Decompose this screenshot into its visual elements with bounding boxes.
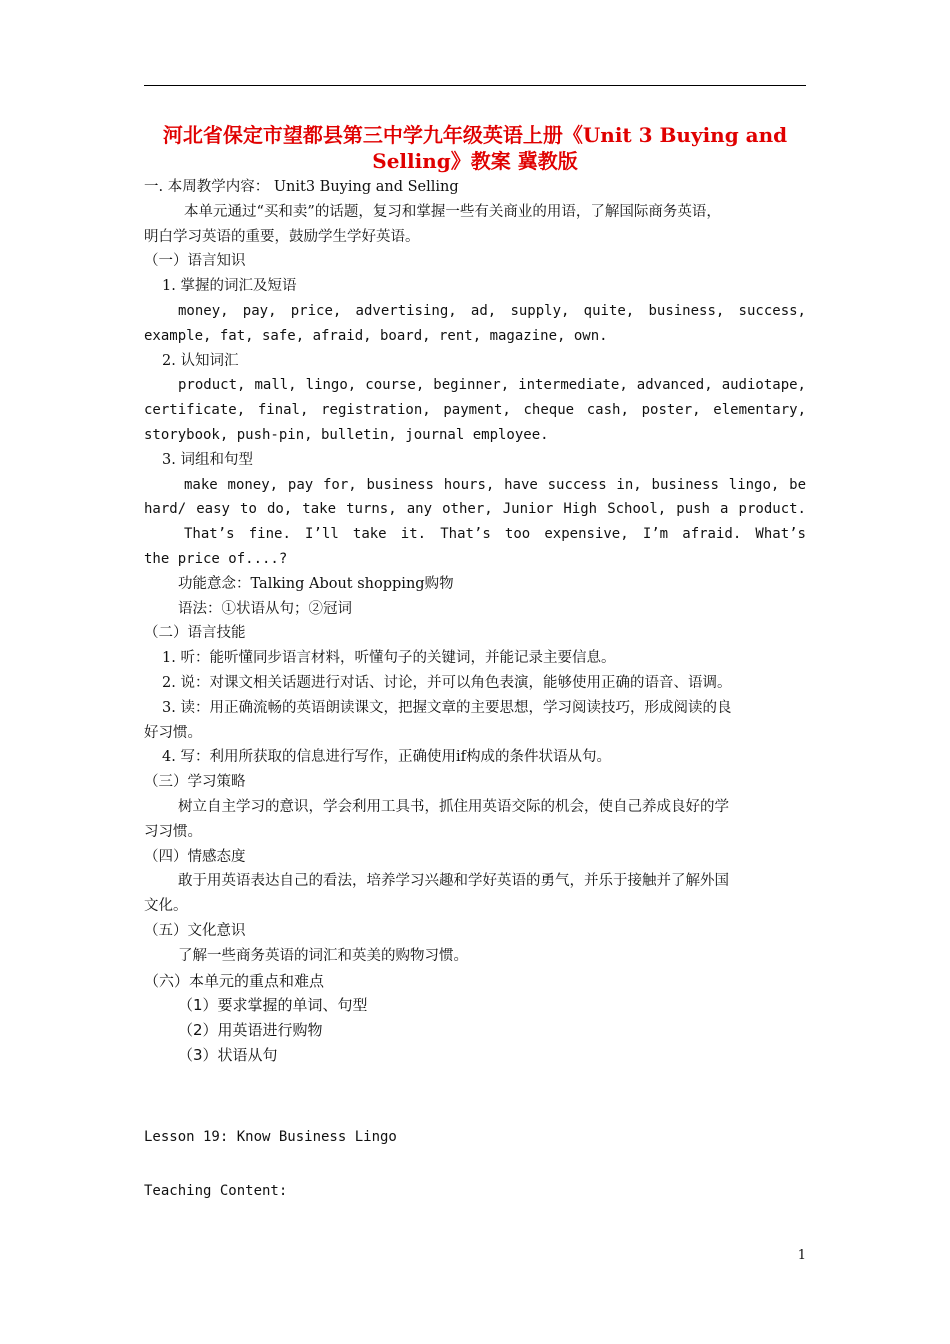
- subsection-heading: （四）情感态度: [144, 848, 246, 865]
- title-line-2: Selling》教案 冀教版: [372, 149, 578, 173]
- vocab-line: product, mall, lingo, course, beginner, intermediate, advanced, audiotape,: [178, 377, 806, 394]
- vocab-line: example, fat, safe, afraid, board, rent, magazine, own.: [144, 327, 608, 344]
- lesson-subheading: Teaching Content:: [144, 1182, 288, 1199]
- paragraph-line: 了解一些商务英语的词汇和英美的购物习惯。: [178, 947, 468, 964]
- phrase-line: make money, pay for, business hours, have success in, business lingo, be: [184, 476, 806, 493]
- vocab-line: storybook, push-pin, bulletin, journal employee.: [144, 426, 549, 443]
- list-item: 4. 写：利用所获取的信息进行写作，正确使用if构成的条件状语从句。: [162, 749, 611, 766]
- list-item: 3. 词组和句型: [162, 451, 253, 468]
- lesson-heading: Lesson 19: Know Business Lingo: [144, 1128, 397, 1145]
- subsection-heading: （五）文化意识: [144, 922, 246, 939]
- sentence-line: That’s fine. I’ll take it. That’s too expensive, I’m afraid. What’s: [184, 526, 806, 543]
- list-item: （1）要求掌握的单词、句型: [178, 996, 368, 1015]
- vocab-line: money, pay, price, advertising, ad, supply, quite, business, success,: [178, 302, 806, 319]
- list-item: （2）用英语进行购物: [178, 1021, 323, 1040]
- paragraph-line: 好习惯。: [144, 724, 202, 741]
- list-item: 2. 认知词汇: [162, 352, 239, 369]
- title-line-1: 河北省保定市望都县第三中学九年级英语上册《Unit 3 Buying and: [162, 123, 788, 147]
- subsection-heading: （三）学习策略: [144, 774, 246, 791]
- document-title: [144, 122, 806, 174]
- sentence-line: the price of....?: [144, 550, 288, 567]
- phrase-line: hard/ easy to do, take turns, any other, Junior High School, push a product.: [144, 501, 806, 518]
- paragraph-line: 树立自主学习的意识，学会利用工具书，抓住用英语交际的机会，使自己养成良好的学: [178, 798, 729, 815]
- list-item: 2. 说：对课文相关话题进行对话、讨论，并可以角色表演，能够使用正确的语音、语调。: [162, 674, 732, 691]
- vocab-line: certificate, final, registration, payment, cheque cash, poster, elementary,: [144, 402, 806, 419]
- grammar-line: 语法：①状语从句；②冠词: [178, 600, 352, 617]
- paragraph-line: 习习惯。: [144, 823, 202, 840]
- list-item: （3）状语从句: [178, 1045, 278, 1064]
- section-heading: 一. 本周教学内容： Unit3 Buying and Selling: [144, 179, 459, 195]
- page-number: 1: [797, 1248, 806, 1263]
- paragraph-line: 明白学习英语的重要，鼓励学生学好英语。: [144, 228, 420, 245]
- paragraph-line: 文化。: [144, 898, 188, 915]
- subsection-heading: （二）语言技能: [144, 625, 246, 642]
- header-rule: [144, 85, 806, 86]
- list-item: 1. 听：能听懂同步语言材料，听懂句子的关键词，并能记录主要信息。: [162, 650, 616, 667]
- paragraph-line: 敢于用英语表达自己的看法，培养学习兴趣和学好英语的勇气，并乐于接触并了解外国: [178, 873, 729, 890]
- paragraph-line: 本单元通过“买和卖”的话题，复习和掌握一些有关商业的用语，了解国际商务英语，: [184, 203, 721, 220]
- list-item: 1. 掌握的词汇及短语: [162, 278, 297, 295]
- subsection-heading: （六）本单元的重点和难点: [144, 971, 325, 990]
- function-line: 功能意念：Talking About shopping购物: [178, 575, 454, 592]
- document-body: [144, 175, 806, 1204]
- list-item: 3. 读：用正确流畅的英语朗读课文，把握文章的主要思想，学习阅读技巧，形成阅读的良: [162, 699, 732, 716]
- subsection-heading: （一）语言知识: [144, 253, 246, 270]
